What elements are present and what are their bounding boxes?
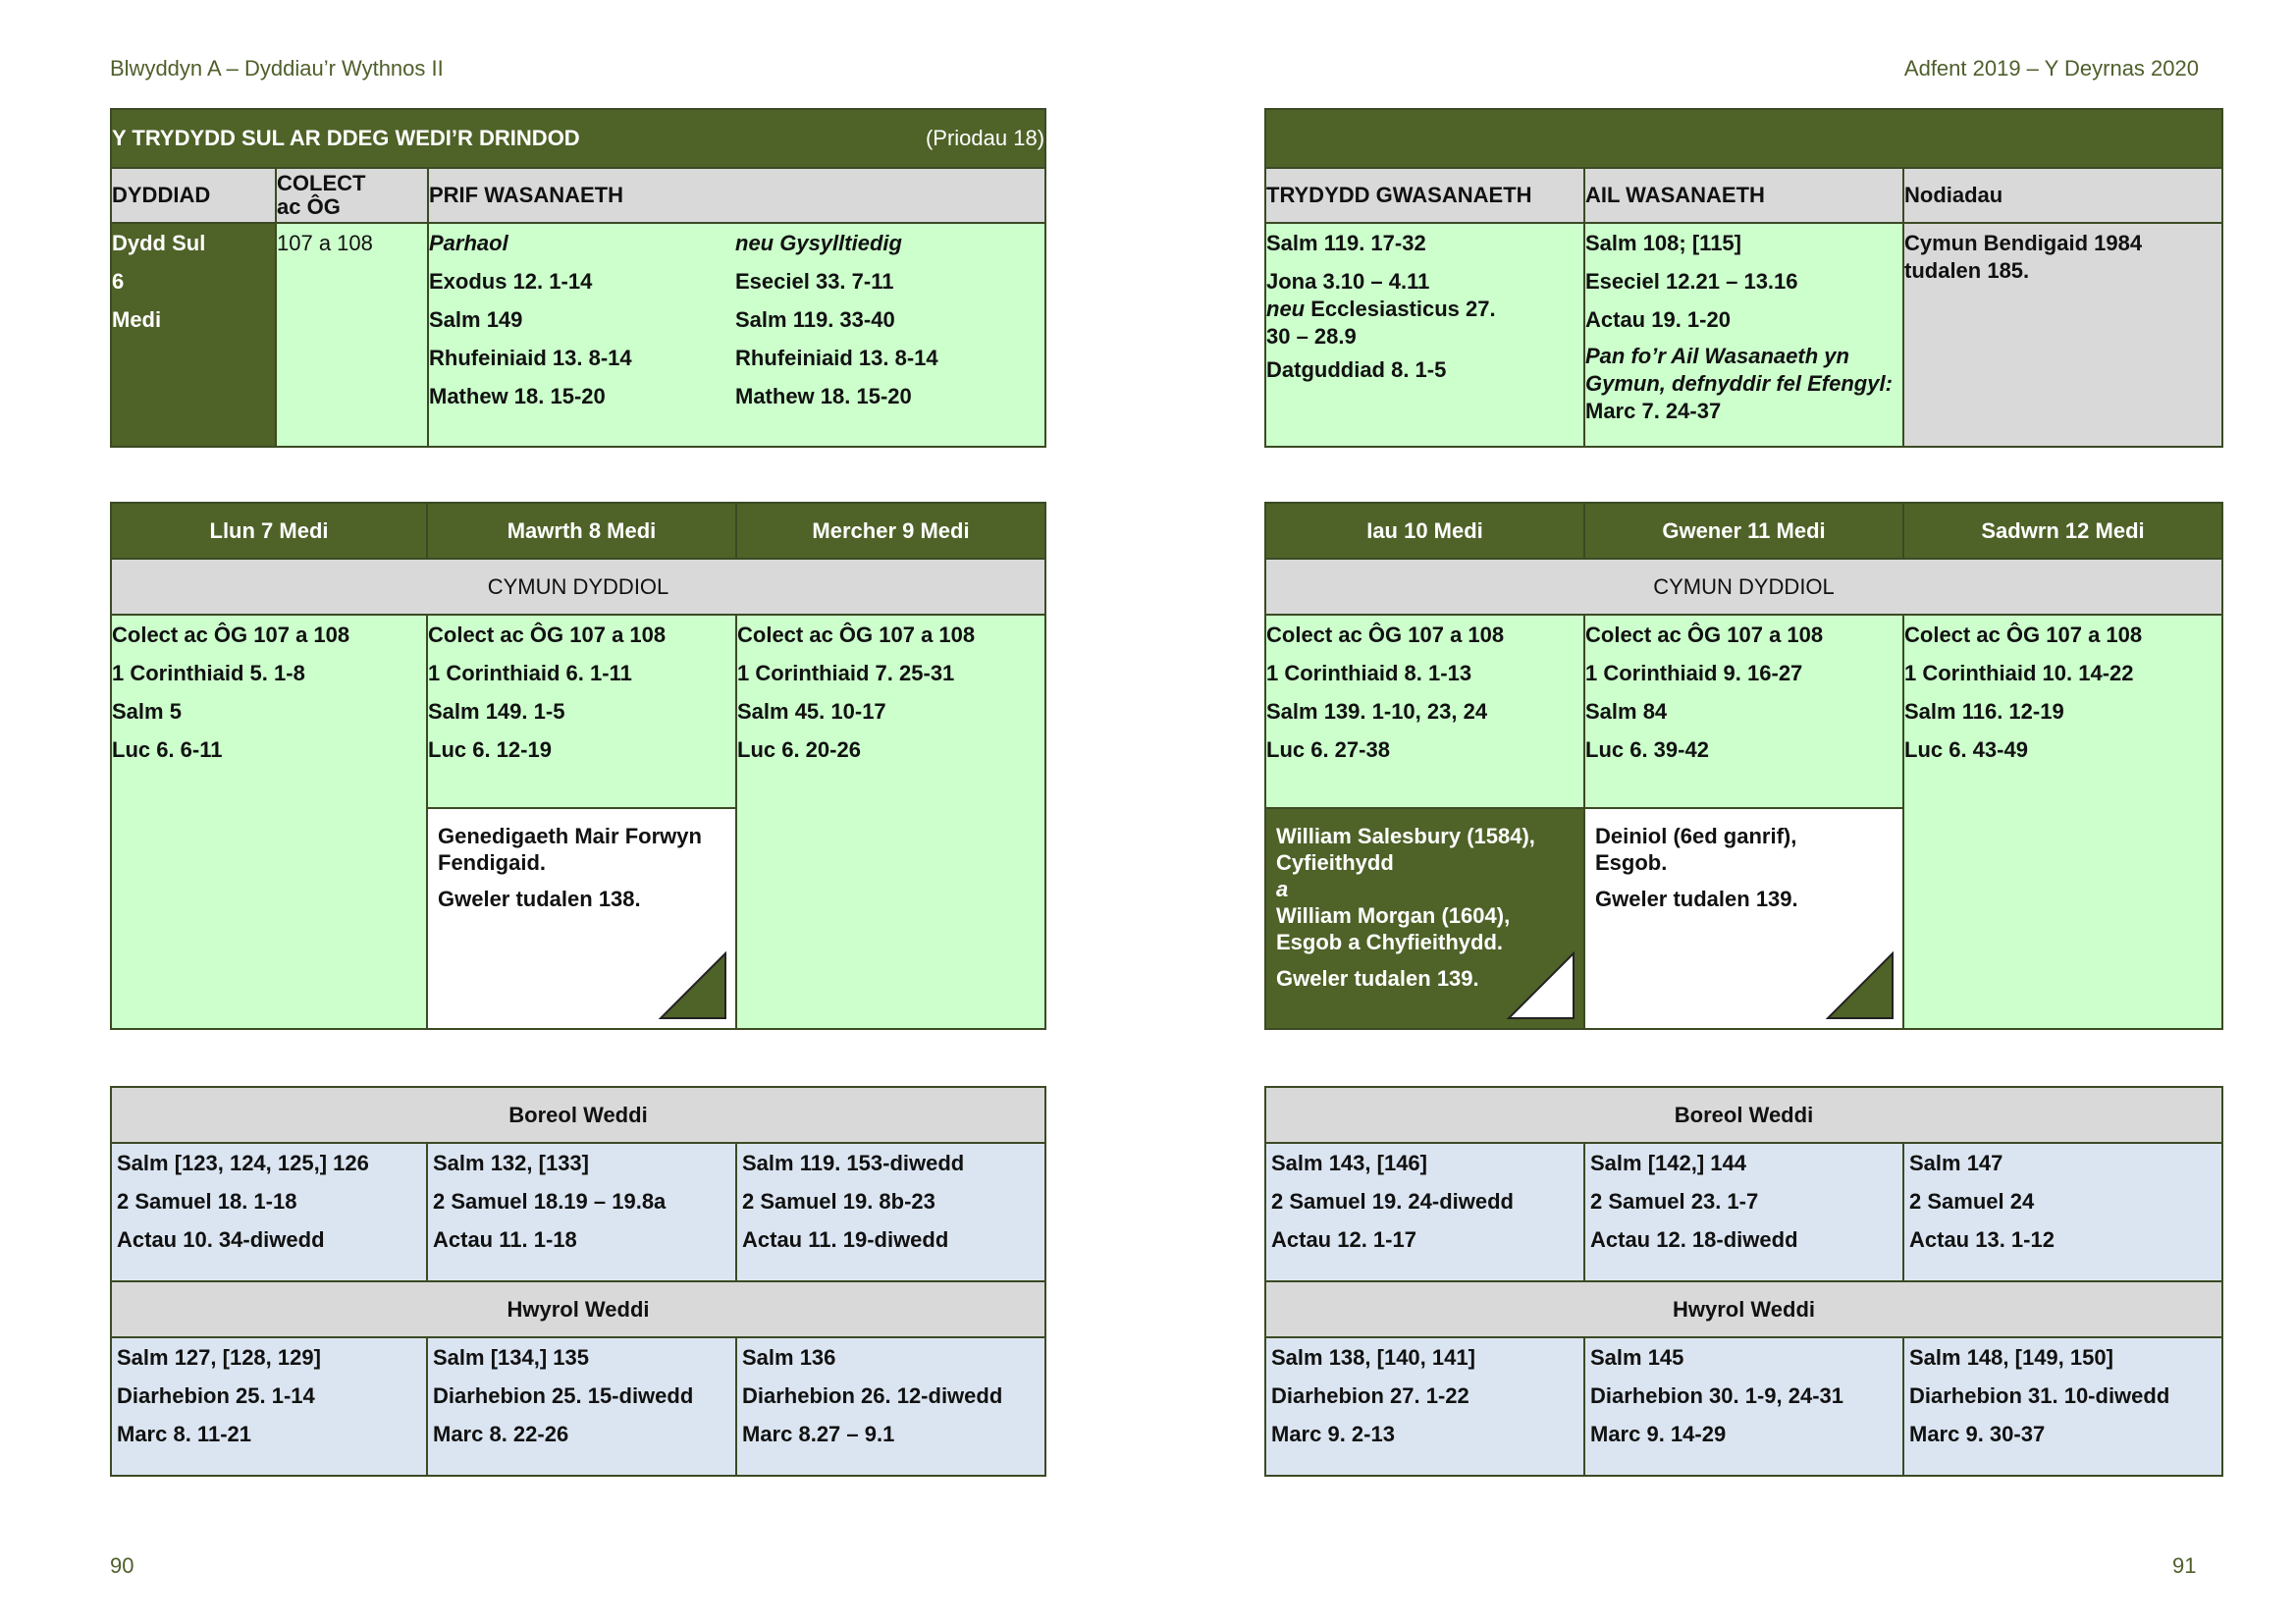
evening-fri: Salm 145 Diarhebion 30. 1-9, 24-31 Marc 9. 14-29 (1584, 1337, 1903, 1476)
sunday-proper: (Priodau 18) (925, 126, 1045, 150)
morning-prayer-head-right: Boreol Weddi (1265, 1087, 2222, 1143)
col-head-date: DYDDIAD (111, 168, 276, 223)
page-corner-icon (1507, 951, 1575, 1020)
readings-sat: Colect ac ÔG 107 a 108 1 Corinthiaid 10. 14-22 Salm 116. 12-19 Luc 6. 43-49 (1903, 615, 2222, 1029)
day-head-tue: Mawrth 8 Medi (427, 503, 736, 559)
readings-wed: Colect ac ÔG 107 a 108 1 Corinthiaid 7. 25-31 Salm 45. 10-17 Luc 6. 20-26 (736, 615, 1045, 1029)
morning-wed: Salm 119. 153-diwedd 2 Samuel 19. 8b-23 Actau 11. 19-diwedd (736, 1143, 1045, 1281)
day-head-thu: Iau 10 Medi (1265, 503, 1584, 559)
page-number-right: 91 (2172, 1553, 2197, 1578)
daily-communion-head-left: CYMUN DYDDIOL (111, 559, 1045, 615)
running-header-left: Blwyddyn A – Dyddiau’r Wythnos II (110, 56, 444, 81)
commemoration-thu: William Salesbury (1584), Cyfieithydd a William Morgan (1604), Esgob a Chyfieithydd. Gweler tudalen 139. (1265, 808, 1584, 1029)
commemoration-tue: Genedigaeth Mair Forwyn Fendigaid. Gweler tudalen 138. (427, 808, 736, 1029)
sunday-title: Y TRYDYDD SUL AR DDEG WEDI’R DRINDOD (112, 126, 580, 150)
morning-thu: Salm 143, [146] 2 Samuel 19. 24-diwedd Actau 12. 1-17 (1265, 1143, 1584, 1281)
office-table-left (110, 1086, 1046, 1477)
sunday-collect-cell: 107 a 108 (276, 223, 428, 447)
notes-cell: Cymun Bendigaid 1984 tudalen 185. (1903, 223, 2222, 447)
col-head-notes: Nodiadau (1903, 168, 2222, 223)
evening-prayer-head-right: Hwyrol Weddi (1265, 1281, 2222, 1337)
sunday-main-a: Parhaol Exodus 12. 1-14 Salm 149 Rhufeiniaid 13. 8-14 Mathew 18. 15-20 (428, 223, 735, 447)
morning-prayer-head-left: Boreol Weddi (111, 1087, 1045, 1143)
sunday-date-cell: Dydd Sul 6 Medi (111, 223, 276, 447)
running-header-right: Adfent 2019 – Y Deyrnas 2020 (1903, 56, 2199, 81)
readings-fri: Colect ac ÔG 107 a 108 1 Corinthiaid 9. 16-27 Salm 84 Luc 6. 39-42 (1584, 615, 1903, 808)
evening-prayer-head-left: Hwyrol Weddi (111, 1281, 1045, 1337)
weekday-table-left (110, 502, 1046, 1030)
weekday-table-right (1264, 502, 2223, 1030)
evening-thu: Salm 138, [140, 141] Diarhebion 27. 1-22 Marc 9. 2-13 (1265, 1337, 1584, 1476)
page-corner-icon (659, 951, 727, 1020)
page-corner-icon (1826, 951, 1895, 1020)
col-head-second-service: AIL WASANAETH (1584, 168, 1903, 223)
sunday-main-b: neu Gysylltiedig Eseciel 33. 7-11 Salm 119. 33-40 Rhufeiniaid 13. 8-14 Mathew 18. 15-20 (735, 223, 1045, 447)
page-number-left: 90 (110, 1553, 134, 1578)
col-head-third-service: TRYDYDD GWASANAETH (1265, 168, 1584, 223)
second-service-cell: Salm 108; [115] Eseciel 12.21 – 13.16 Actau 19. 1-20 Pan fo’r Ail Wasanaeth yn Gymun, defnyddir fel Efengyl: Marc 7. 24-37 (1584, 223, 1903, 447)
readings-thu: Colect ac ÔG 107 a 108 1 Corinthiaid 8. 1-13 Salm 139. 1-10, 23, 24 Luc 6. 27-38 (1265, 615, 1584, 808)
day-head-fri: Gwener 11 Medi (1584, 503, 1903, 559)
daily-communion-head-right: CYMUN DYDDIOL (1265, 559, 2222, 615)
sunday-title-bar (111, 109, 1045, 168)
sunday-table-right (1264, 108, 2223, 448)
morning-mon: Salm [123, 124, 125,] 126 2 Samuel 18. 1-18 Actau 10. 34-diwedd (111, 1143, 427, 1281)
evening-sat: Salm 148, [149, 150] Diarhebion 31. 10-diwedd Marc 9. 30-37 (1903, 1337, 2222, 1476)
evening-tue: Salm [134,] 135 Diarhebion 25. 15-diwedd Marc 8. 22-26 (427, 1337, 736, 1476)
day-head-wed: Mercher 9 Medi (736, 503, 1045, 559)
morning-sat: Salm 147 2 Samuel 24 Actau 13. 1-12 (1903, 1143, 2222, 1281)
evening-wed: Salm 136 Diarhebion 26. 12-diwedd Marc 8.27 – 9.1 (736, 1337, 1045, 1476)
morning-tue: Salm 132, [133] 2 Samuel 18.19 – 19.8a Actau 11. 1-18 (427, 1143, 736, 1281)
sunday-table-left (110, 108, 1046, 448)
day-head-mon: Llun 7 Medi (111, 503, 427, 559)
third-service-cell: Salm 119. 17-32 Jona 3.10 – 4.11 neu Ecclesiasticus 27. 30 – 28.9 Datguddiad 8. 1-5 (1265, 223, 1584, 447)
evening-mon: Salm 127, [128, 129] Diarhebion 25. 1-14 Marc 8. 11-21 (111, 1337, 427, 1476)
morning-fri: Salm [142,] 144 2 Samuel 23. 1-7 Actau 12. 18-diwedd (1584, 1143, 1903, 1281)
col-head-collect: COLECT ac ÔG (276, 168, 428, 223)
sunday-right-title-bar (1265, 109, 2222, 168)
readings-tue: Colect ac ÔG 107 a 108 1 Corinthiaid 6. 1-11 Salm 149. 1-5 Luc 6. 12-19 (427, 615, 736, 808)
col-head-main-service: PRIF WASANAETH (428, 168, 1045, 223)
office-table-right (1264, 1086, 2223, 1477)
day-head-sat: Sadwrn 12 Medi (1903, 503, 2222, 559)
commemoration-fri: Deiniol (6ed ganrif), Esgob. Gweler tudalen 139. (1584, 808, 1903, 1029)
readings-mon: Colect ac ÔG 107 a 108 1 Corinthiaid 5. 1-8 Salm 5 Luc 6. 6-11 (111, 615, 427, 1029)
